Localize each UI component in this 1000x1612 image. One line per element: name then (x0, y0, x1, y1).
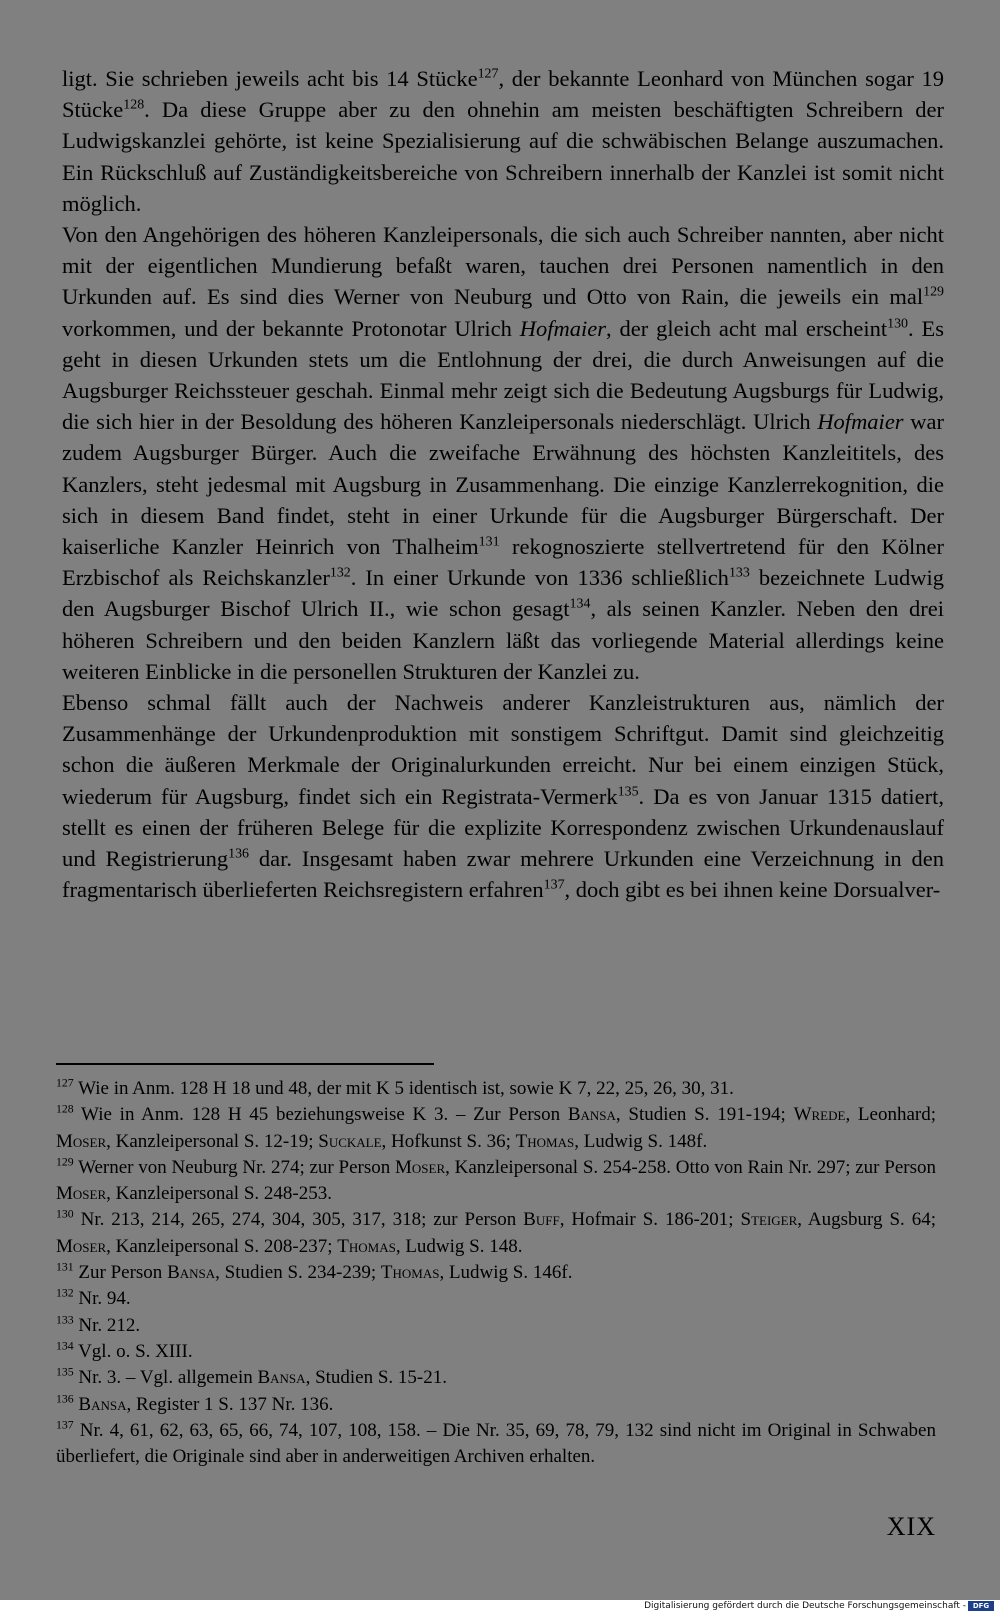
footnotes (56, 1076, 936, 1470)
footnote-132 (56, 1286, 936, 1312)
footnote-ref-131[interactable]: 131 (478, 534, 500, 550)
text-run: dar. Insgesamt haben zwar mehrere Urkunden eine Verzeichnung in den fragmentarisch überlieferten Reichsregistern erfahren (62, 846, 944, 903)
footnote-ref-129[interactable]: 129 (923, 284, 944, 300)
author-name: Bansa (78, 1393, 127, 1415)
body-text (62, 63, 944, 905)
author-name: Steiger (740, 1209, 798, 1231)
footnote-text: , Hofkunst S. 36; (381, 1130, 516, 1152)
page-number: XIX (886, 1512, 936, 1541)
footnote-ref-137[interactable]: 137 (543, 877, 565, 893)
italic-name: Hofmaier (817, 409, 904, 435)
author-name: Thomas (380, 1262, 440, 1284)
italic-name: Hofmaier (519, 315, 606, 341)
footnote-text: , Hofmair S. 186-201; (559, 1209, 741, 1231)
author-name: Bansa (257, 1367, 306, 1389)
footnote-number: 136 (56, 1392, 74, 1406)
author-name: Suckale (318, 1130, 382, 1152)
author-name: Thomas (337, 1235, 396, 1257)
footnote-131 (56, 1260, 936, 1286)
text-run: vorkommen, und der bekannte Protonotar Ulrich (62, 315, 520, 341)
dfg-logo-icon: DFG (968, 1601, 994, 1611)
footnote-ref-135[interactable]: 135 (617, 784, 639, 800)
footnote-text: Nr. 4, 61, 62, 63, 65, 66, 74, 107, 108, 158. – Die Nr. 35, 69, 78, 79, 132 sind nicht im Original in Schwaben überliefert, die Originale sind aber in anderweitigen Archiven erhalten. (56, 1419, 936, 1468)
footnote-separator (56, 1063, 434, 1065)
text-run: . Es geht in diesen Urkunden stets um die Entlohnung der drei, die durch Anweisungen auf die Augsburger Reichssteuer geschah. Einmal mehr zeigt sich die Bedeutung Augsburgs für Ludwig, die sich hier in der Besoldung des höheren Kanzleipersonals niederschlägt. Ulrich (62, 315, 944, 435)
text-run: Von den Angehörigen des höheren Kanzleipersonals, die sich auch Schreiber nannten, aber nicht mit der eigentlichen Mundierung befaßt waren, tauchen drei Personen namentlich in den Urkunden auf. Es sind dies Werner von Neuburg und Otto von Rain, die jeweils ein mal (62, 222, 944, 310)
footnote-number: 134 (56, 1339, 74, 1353)
footnote-text: Nr. 212. (73, 1314, 141, 1336)
author-name: Buff (523, 1209, 560, 1231)
digitization-footer (0, 1600, 1000, 1612)
author-name: Moser (56, 1130, 107, 1152)
footnote-133 (56, 1313, 936, 1339)
footnote-129 (56, 1155, 936, 1208)
footnote-text: Wie in Anm. 128 H 18 und 48, der mit K 5 identisch ist, sowie K 7, 22, 25, 26, 30, 31. (73, 1078, 734, 1099)
footnote-text: , Ludwig S. 148f. (574, 1130, 708, 1152)
footnote-number: 127 (56, 1076, 74, 1090)
footnote-number: 137 (56, 1418, 74, 1432)
footnote-127 (56, 1076, 936, 1102)
footnote-text: Werner von Neuburg Nr. 274; zur Person (73, 1156, 395, 1178)
paragraph-3 (62, 687, 944, 905)
author-name: Bansa (567, 1104, 616, 1126)
author-name: Moser (56, 1235, 107, 1257)
footnote-number: 133 (56, 1313, 74, 1327)
text-run: Ebenso schmal fällt auch der Nachweis anderer Kanzleistrukturen aus, nämlich der Zusammenhänge der Urkundenproduktion mit sonstigem Schriftgut. Damit sind gleichzeitig schon die äußeren Merkmale der Originalurkunden erreicht. Nur bei einem einzigen Stück, wiederum für Augsburg, findet sich ein Registrata-Vermerk (62, 690, 944, 809)
footnote-number: 129 (56, 1155, 74, 1169)
text-run: war zudem Augsburger Bürger. Auch die zweifache Erwähnung des höchsten Kanzleititels, des Kanzlers, steht jedesmal mit Augsburg in Zusammenhang. Die einzige Kanzlerrekognition, die sich in diesem Band findet, steht in einer Urkunde für die Augsburger Bürgerschaft. Der kaiserliche Kanzler Heinrich von Thalheim (62, 409, 944, 560)
footnote-text: , Leonhard; (845, 1104, 936, 1126)
footnote-text: , Studien S. 234-239; (215, 1262, 381, 1284)
paragraph-2 (62, 219, 944, 687)
footnote-text: Vgl. o. S. XIII. (73, 1340, 193, 1362)
footnote-ref-136[interactable]: 136 (228, 846, 250, 862)
footnote-text: Nr. 3. – Vgl. allgemein (73, 1367, 258, 1389)
footnote-134 (56, 1339, 936, 1365)
text-run: , der bekannte Leonhard von München sogar 19 Stücke (62, 66, 944, 123)
footnote-137 (56, 1418, 936, 1471)
footnote-text: , Kanzleipersonal S. 254-258. Otto von Rain Nr. 297; zur Person (445, 1156, 936, 1178)
footnote-136 (56, 1392, 936, 1418)
footnote-text: Nr. 213, 214, 265, 274, 304, 305, 317, 318; zur Person (73, 1209, 524, 1231)
footnote-text: , Kanzleipersonal S. 248-253. (106, 1183, 332, 1205)
footnote-ref-132[interactable]: 132 (329, 565, 351, 581)
text-run: , doch gibt es bei ihnen keine Dorsualver- (564, 877, 941, 903)
text-run: , als seinen Kanzler. Neben den drei höheren Schreibern und den beiden Kanzlern läßt das vorliegende Material allerdings keine weiteren Einblicke in die personellen Strukturen der Kanzlei zu. (62, 596, 944, 684)
text-run: . Da es von Januar 1315 datiert, stellt es einen der früheren Belege für die explizite Korrespondenz zwischen Urkundenauslauf und Registrierung (62, 783, 944, 872)
text-run: , der gleich acht mal erscheint (605, 315, 888, 341)
footnote-135 (56, 1365, 936, 1391)
footnote-text: Zur Person (73, 1262, 168, 1284)
footnote-text: , Ludwig S. 148. (395, 1235, 523, 1257)
author-name: Bansa (167, 1262, 216, 1284)
footnote-ref-134[interactable]: 134 (569, 596, 591, 612)
text-run: ligt. Sie schrieben jeweils acht bis 14 Stücke (62, 66, 478, 91)
text-run: . In einer Urkunde von 1336 schließlich (350, 565, 729, 591)
author-name: Moser (56, 1183, 107, 1205)
author-name: Wrede (793, 1104, 846, 1126)
author-name: Moser (394, 1156, 446, 1178)
footnote-text: , Studien S. 191-194; (615, 1104, 794, 1126)
footnote-text: , Ludwig S. 146f. (439, 1262, 573, 1284)
paragraph-1 (62, 63, 944, 219)
text-run: bezeichnete Ludwig den Augsburger Bischof Ulrich II., wie schon gesagt (62, 565, 944, 622)
footnote-ref-133[interactable]: 133 (728, 565, 750, 581)
footnote-text: , Augsburg S. 64; (797, 1209, 936, 1231)
footnote-text: , Register 1 S. 137 Nr. 136. (126, 1393, 334, 1415)
text-run: rekognoszierte stellvertretend für den Kölner Erzbischof als Reichskanzler (62, 534, 945, 591)
text-run: . Da diese Gruppe aber zu den ohnehin am meisten beschäftigten Schreibern der Ludwigskanzlei gehörte, ist keine Spezialisierung auf die schwäbischen Belange auszumachen. Ein Rückschluß auf Zuständigkeitsbereiche von Schreibern innerhalb der Kanzlei ist somit nicht möglich. (62, 97, 944, 216)
footnote-number: 132 (56, 1287, 74, 1301)
footnote-text: , Kanzleipersonal S. 208-237; (106, 1235, 338, 1257)
funding-credit: Digitalisierung gefördert durch die Deutsche Forschungsgemeinschaft - (644, 1601, 966, 1611)
footnote-number: 128 (56, 1102, 74, 1116)
footnote-ref-130[interactable]: 130 (887, 316, 908, 332)
footnote-ref-128[interactable]: 128 (123, 97, 145, 113)
footnote-ref-127[interactable]: 127 (477, 66, 499, 82)
footnote-128 (56, 1102, 936, 1155)
footnote-text: , Studien S. 15-21. (305, 1367, 448, 1389)
footnote-number: 135 (56, 1365, 74, 1379)
footnote-text: , Kanzleipersonal S. 12-19; (106, 1130, 319, 1152)
footnote-number: 131 (56, 1260, 74, 1274)
footnote-number: 130 (56, 1208, 74, 1222)
footnote-text: Nr. 94. (73, 1288, 131, 1310)
footnote-130 (56, 1207, 936, 1260)
footnote-text: Wie in Anm. 128 H 45 beziehungsweise K 3. – Zur Person (73, 1104, 568, 1126)
author-name: Thomas (515, 1130, 575, 1152)
